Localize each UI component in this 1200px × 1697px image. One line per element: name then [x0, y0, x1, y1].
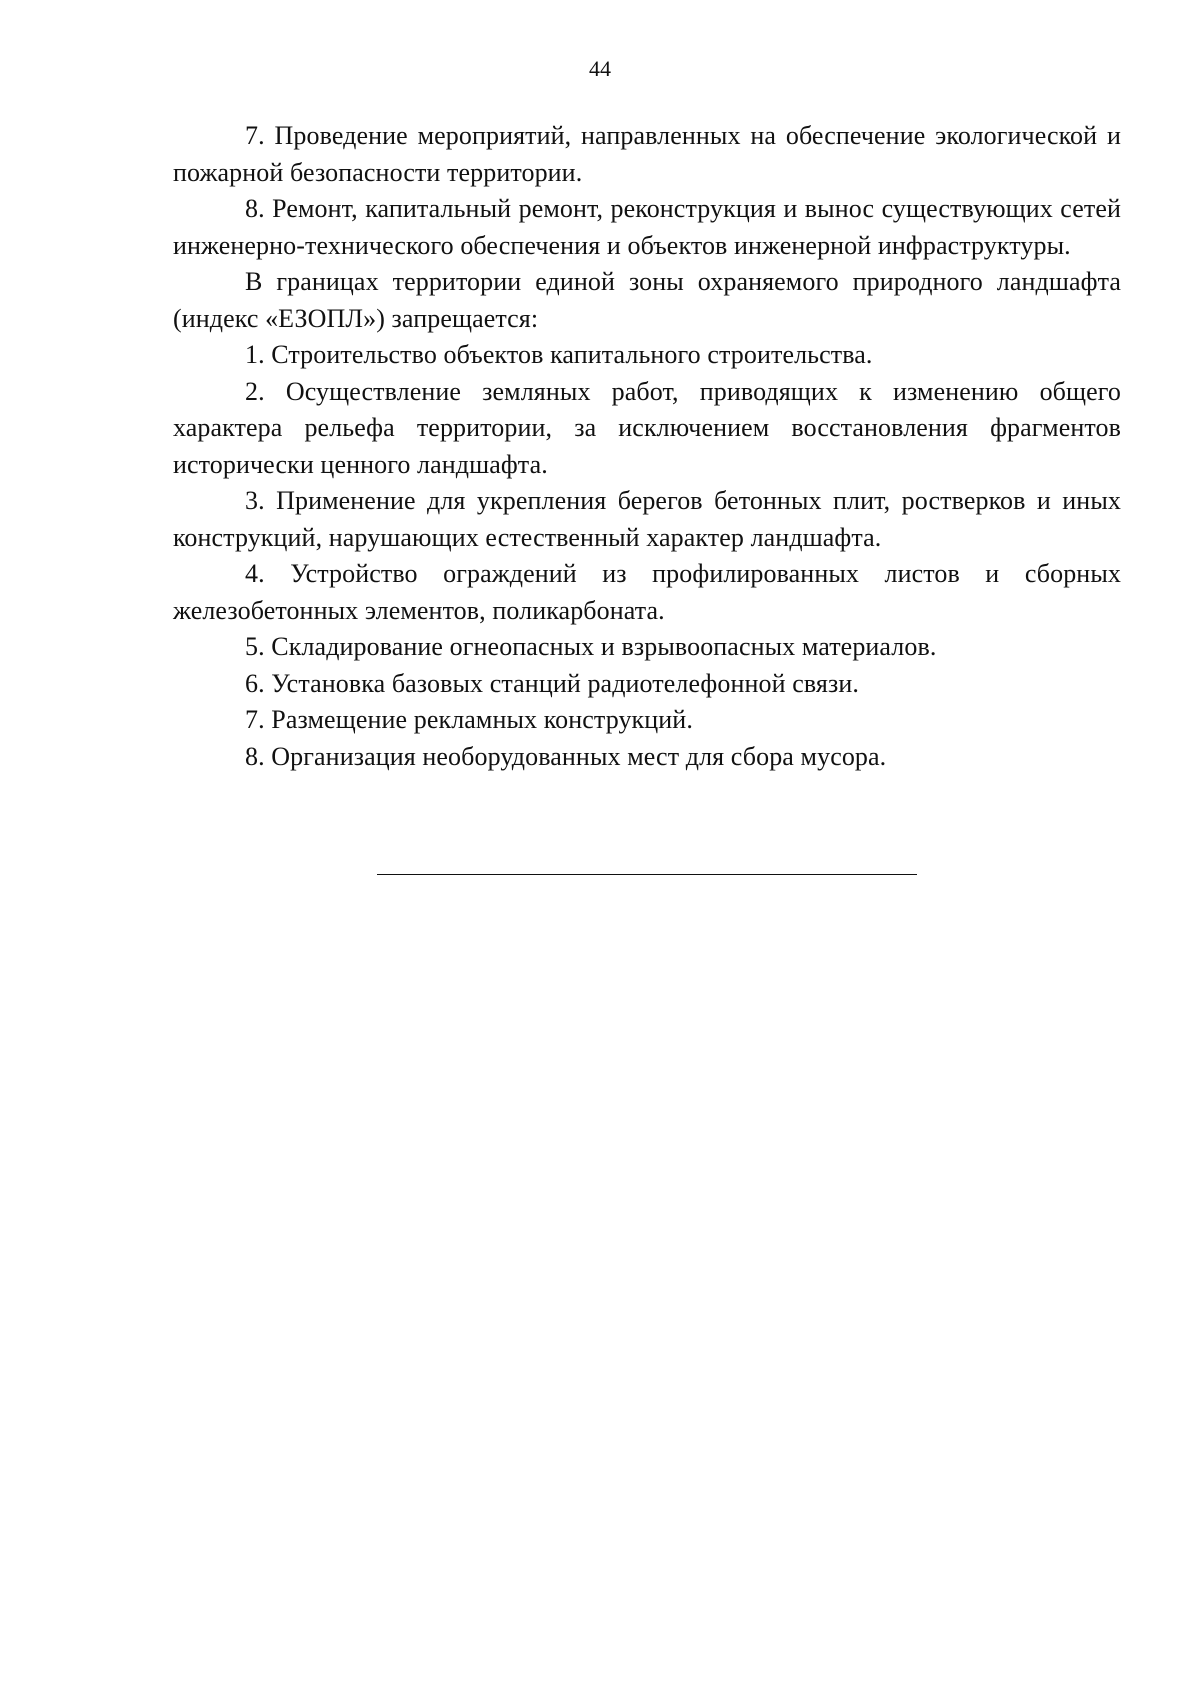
paragraph-item-7-fire-safety: 7. Проведение мероприятий, направленных на обеспечение экологической и пожарной безопасности территории. — [173, 121, 1121, 187]
paragraph-prohibition-6: 6. Установка базовых станций радиотелефонной связи. — [245, 668, 859, 698]
document-body — [173, 118, 1121, 775]
paragraph-prohibition-8: 8. Организация необорудованных мест для сбора мусора. — [245, 741, 887, 771]
paragraph-prohibition-1: 1. Строительство объектов капитального строительства. — [245, 340, 873, 369]
paragraph-item-8-utility-networks: 8. Ремонт, капитальный ремонт, реконструкция и вынос существующих сетей инженерно-технического обеспечения и объектов инженерной инфраструктуры. — [173, 194, 1121, 260]
paragraph-prohibition-7: 7. Размещение рекламных конструкций. — [245, 705, 693, 734]
paragraph-ezopl-prohibitions-intro: В границах территории единой зоны охраняемого природного ландшафта (индекс «ЕЗОПЛ») запрещается: — [173, 267, 1121, 333]
paragraph-prohibition-3: 3. Применение для укрепления берегов бетонных плит, ростверков и иных конструкций, нарушающих естественный характер ландшафта. — [173, 486, 1121, 552]
page-number: 44 — [589, 56, 611, 81]
closing-divider-line — [377, 874, 917, 875]
paragraph-prohibition-5: 5. Складирование огнеопасных и взрывоопасных материалов. — [245, 632, 937, 661]
paragraph-prohibition-4: 4. Устройство ограждений из профилированных листов и сборных железобетонных элементов, поликарбоната. — [173, 559, 1121, 625]
paragraph-prohibition-2: 2. Осуществление земляных работ, приводящих к изменению общего характера рельефа территории, за исключением восстановления фрагментов исторически ценного ландшафта. — [173, 376, 1121, 479]
